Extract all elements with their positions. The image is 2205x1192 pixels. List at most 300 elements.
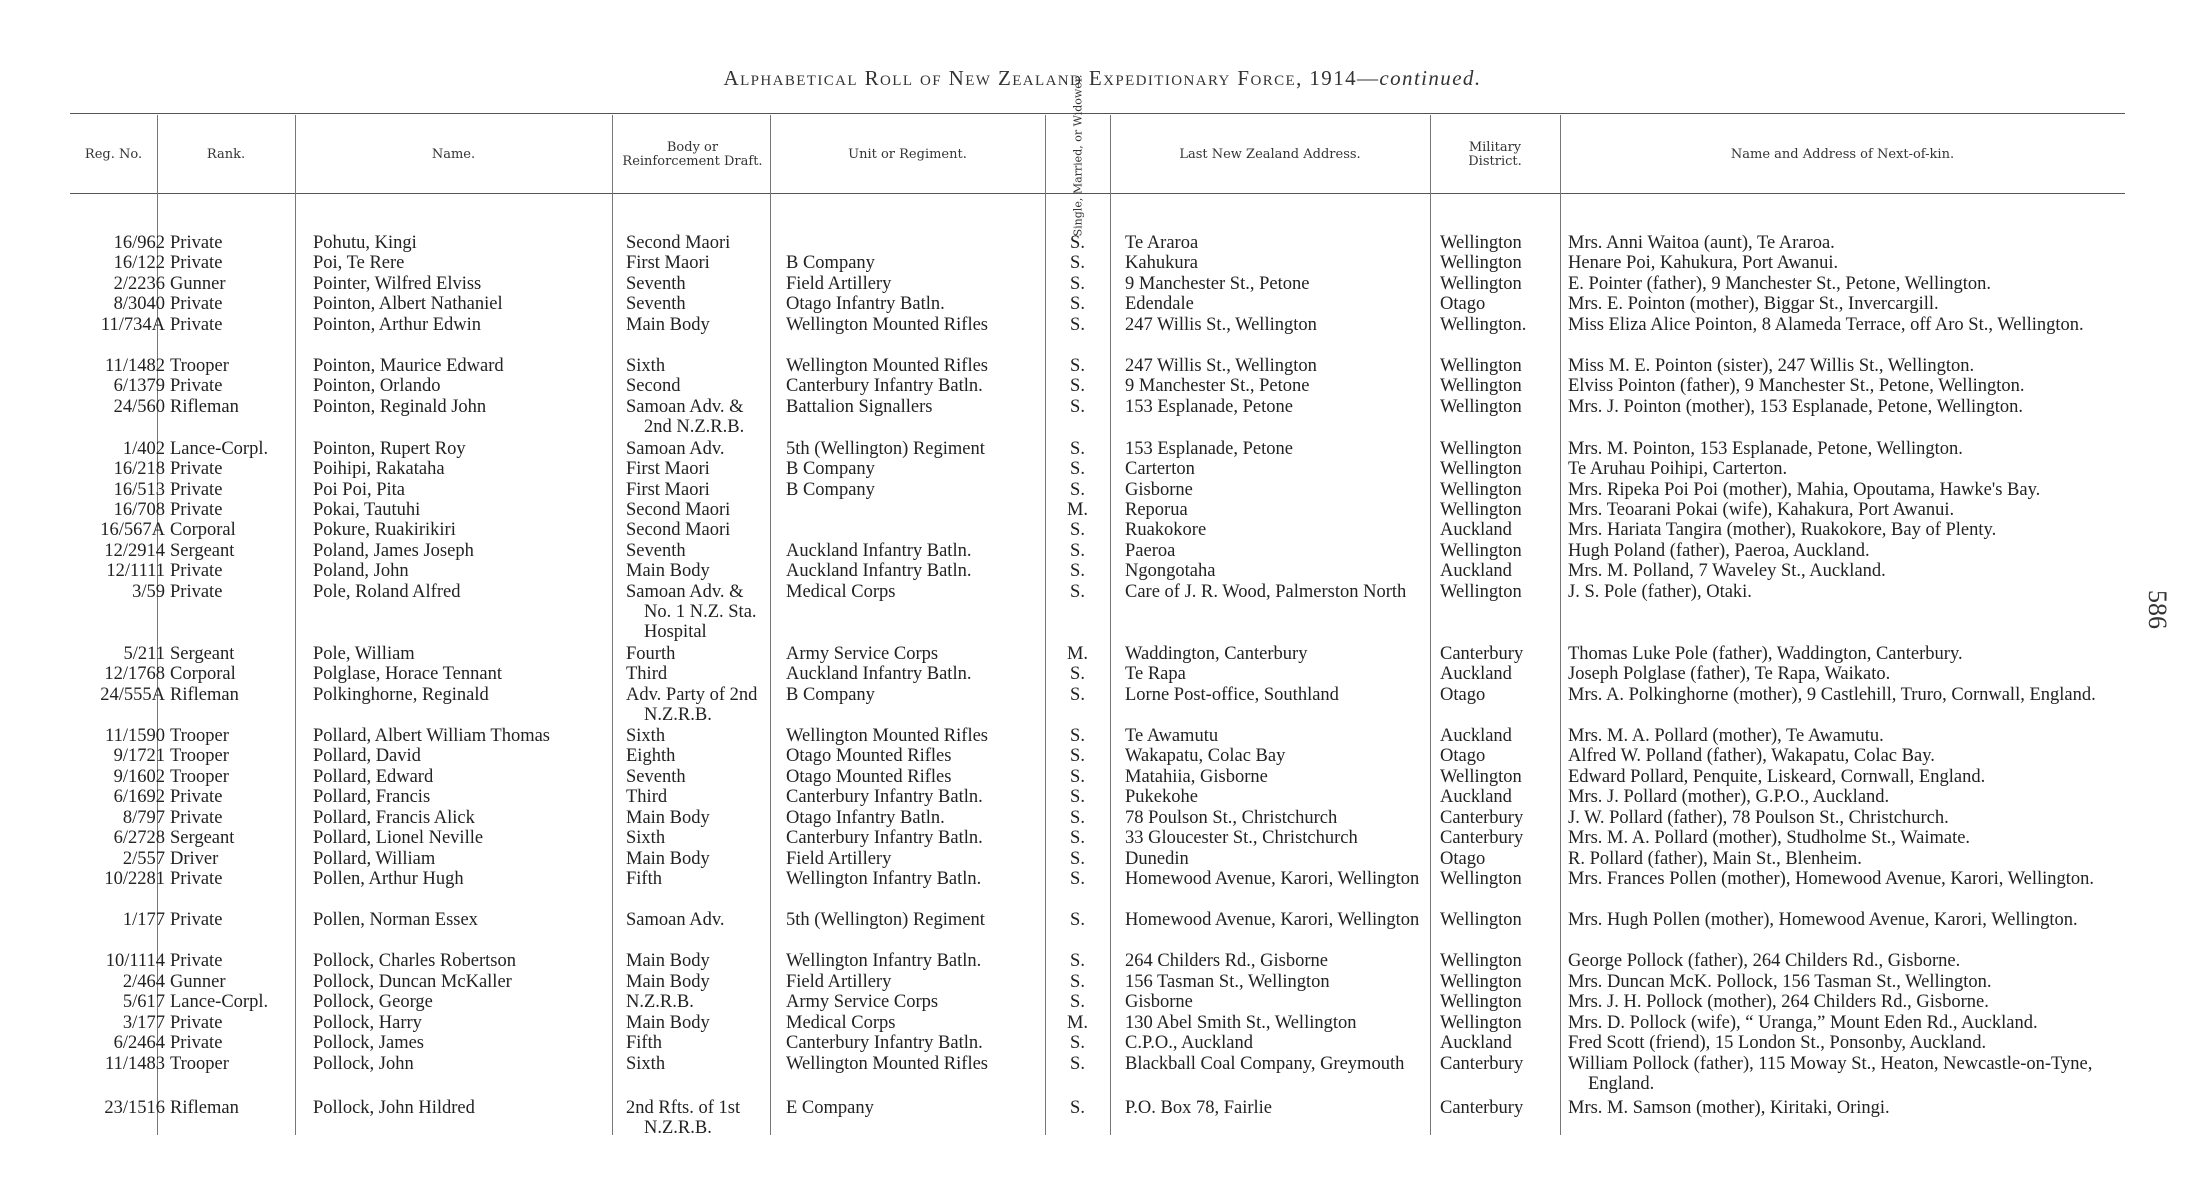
unit-cell: 5th (Wellington) Regiment bbox=[786, 439, 985, 459]
district-cell: Wellington bbox=[1440, 541, 1522, 561]
rank-cell: Lance-Corpl. bbox=[170, 992, 269, 1012]
reg-no-cell: 10/1114 bbox=[105, 951, 165, 971]
status-cell: S. bbox=[1070, 828, 1085, 848]
body-draft-cell: Samoan Adv. bbox=[626, 910, 725, 930]
address-cell: 264 Childers Rd., Gisborne bbox=[1125, 951, 1328, 971]
unit-cell: Army Service Corps bbox=[786, 992, 939, 1012]
body-draft-cell: First Maori bbox=[626, 459, 710, 479]
name-cell: Pollen, Arthur Hugh bbox=[313, 869, 464, 889]
table-row bbox=[0, 664, 2205, 684]
reg-no-cell: 6/2464 bbox=[113, 1033, 165, 1053]
next-of-kin-cell: Miss M. E. Pointon (sister), 247 Willis St., Wellington. bbox=[1568, 356, 1975, 376]
status-cell: S. bbox=[1070, 664, 1085, 684]
unit-cell: Wellington Mounted Rifles bbox=[786, 356, 988, 376]
name-cell: Poi, Te Rere bbox=[313, 253, 405, 273]
rank-cell: Private bbox=[170, 1033, 223, 1053]
body-draft-cell: Second bbox=[626, 376, 681, 396]
next-of-kin-cell: Mrs. J. H. Pollock (mother), 264 Childers Rd., Gisborne. bbox=[1568, 992, 1989, 1012]
table-row bbox=[0, 685, 2205, 725]
table-row bbox=[0, 869, 2205, 889]
rank-cell: Trooper bbox=[170, 1054, 229, 1074]
unit-cell: Wellington Infantry Batln. bbox=[786, 869, 982, 889]
district-cell: Wellington bbox=[1440, 951, 1522, 971]
address-cell: Waddington, Canterbury bbox=[1125, 644, 1308, 664]
unit-cell: Field Artillery bbox=[786, 972, 892, 992]
status-cell: S. bbox=[1070, 582, 1085, 602]
rank-cell: Trooper bbox=[170, 356, 229, 376]
table-row bbox=[0, 356, 2205, 376]
address-cell: Paeroa bbox=[1125, 541, 1176, 561]
name-cell: Pole, Roland Alfred bbox=[313, 582, 461, 602]
address-cell: Care of J. R. Wood, Palmerston North bbox=[1125, 582, 1407, 602]
next-of-kin-cell: Mrs. D. Pollock (wife), “ Uranga,” Mount Eden Rd., Auckland. bbox=[1568, 1013, 2038, 1033]
reg-no-cell: 12/2914 bbox=[104, 541, 165, 561]
name-cell: Pollock, John bbox=[313, 1054, 414, 1074]
body-draft-cell: Sixth bbox=[626, 828, 666, 848]
status-cell: S. bbox=[1070, 274, 1085, 294]
reg-no-cell: 9/1602 bbox=[113, 767, 165, 787]
address-cell: 153 Esplanade, Petone bbox=[1125, 397, 1293, 417]
page-title bbox=[0, 66, 2205, 91]
status-cell: S. bbox=[1070, 315, 1085, 335]
unit-cell: Otago Mounted Rifles bbox=[786, 746, 952, 766]
header-next-of-kin: Name and Address of Next-of-kin. bbox=[1730, 147, 1955, 162]
body-draft-cell: Sixth bbox=[626, 726, 666, 746]
next-of-kin-cell: Mrs. M. A. Pollard (mother), Studholme St., Waimate. bbox=[1568, 828, 1971, 848]
reg-no-cell: 3/177 bbox=[122, 1013, 165, 1033]
next-of-kin-cell: Edward Pollard, Penquite, Liskeard, Cornwall, England. bbox=[1568, 767, 1986, 787]
table-row bbox=[0, 439, 2205, 459]
reg-no-cell: 16/122 bbox=[113, 253, 165, 273]
header-reg-no: Reg. No. bbox=[84, 147, 143, 162]
status-cell: S. bbox=[1070, 849, 1085, 869]
district-cell: Wellington bbox=[1440, 582, 1522, 602]
header-top-rule bbox=[70, 113, 2125, 114]
reg-no-cell: 23/1516 bbox=[104, 1098, 165, 1118]
rank-cell: Lance-Corpl. bbox=[170, 439, 269, 459]
body-draft-cell: Seventh bbox=[626, 767, 686, 787]
rank-cell: Sergeant bbox=[170, 828, 235, 848]
reg-no-cell: 11/1590 bbox=[105, 726, 165, 746]
body-draft-cell: Main Body bbox=[626, 315, 710, 335]
body-draft-cell: Main Body bbox=[626, 1013, 710, 1033]
status-cell: S. bbox=[1070, 869, 1085, 889]
rank-cell: Trooper bbox=[170, 726, 229, 746]
status-cell: S. bbox=[1070, 397, 1085, 417]
table-row bbox=[0, 480, 2205, 500]
reg-no-cell: 16/218 bbox=[113, 459, 165, 479]
rank-cell: Private bbox=[170, 582, 223, 602]
next-of-kin-cell: George Pollock (father), 264 Childers Rd., Gisborne. bbox=[1568, 951, 1961, 971]
header-status-cell bbox=[1045, 74, 1110, 236]
body-draft-cell: 2nd Rfts. of 1st N.Z.R.B. bbox=[626, 1098, 741, 1138]
status-cell: S. bbox=[1070, 787, 1085, 807]
table-row bbox=[0, 500, 2205, 520]
address-cell: Dunedin bbox=[1125, 849, 1189, 869]
body-draft-cell: Main Body bbox=[626, 561, 710, 581]
reg-no-cell: 12/1111 bbox=[106, 561, 165, 581]
name-cell: Poland, John bbox=[313, 561, 409, 581]
name-cell: Pollock, Harry bbox=[313, 1013, 422, 1033]
next-of-kin-cell: J. W. Pollard (father), 78 Poulson St., Christchurch. bbox=[1568, 808, 1949, 828]
status-cell: S. bbox=[1070, 253, 1085, 273]
table-row bbox=[0, 1098, 2205, 1138]
unit-cell: 5th (Wellington) Regiment bbox=[786, 910, 985, 930]
table-row bbox=[0, 1054, 2205, 1094]
next-of-kin-cell: Mrs. M. Pointon, 153 Esplanade, Petone, Wellington. bbox=[1568, 439, 1963, 459]
address-cell: Matahiia, Gisborne bbox=[1125, 767, 1268, 787]
unit-cell: Wellington Mounted Rifles bbox=[786, 315, 988, 335]
unit-cell: Canterbury Infantry Batln. bbox=[786, 1033, 983, 1053]
unit-cell: Auckland Infantry Batln. bbox=[786, 664, 972, 684]
rank-cell: Sergeant bbox=[170, 644, 235, 664]
body-draft-cell: Sixth bbox=[626, 356, 666, 376]
name-cell: Pointon, Albert Nathaniel bbox=[313, 294, 503, 314]
table-row bbox=[0, 746, 2205, 766]
next-of-kin-cell: Mrs. Duncan McK. Pollock, 156 Tasman St., Wellington. bbox=[1568, 972, 1992, 992]
name-cell: Pointon, Reginald John bbox=[313, 397, 487, 417]
district-cell: Canterbury bbox=[1440, 808, 1524, 828]
unit-cell: Auckland Infantry Batln. bbox=[786, 541, 972, 561]
district-cell: Auckland bbox=[1440, 1033, 1512, 1053]
reg-no-cell: 3/59 bbox=[132, 582, 165, 602]
body-draft-cell: Adv. Party of 2nd N.Z.R.B. bbox=[626, 685, 758, 725]
reg-no-cell: 16/567A bbox=[100, 520, 165, 540]
reg-no-cell: 6/1692 bbox=[113, 787, 165, 807]
table-row bbox=[0, 951, 2205, 971]
next-of-kin-cell: Mrs. Teoarani Pokai (wife), Kahakura, Port Awanui. bbox=[1568, 500, 1955, 520]
address-cell: C.P.O., Auckland bbox=[1125, 1033, 1253, 1053]
unit-cell: Otago Infantry Batln. bbox=[786, 294, 945, 314]
body-draft-cell: N.Z.R.B. bbox=[626, 992, 694, 1012]
table-row bbox=[0, 992, 2205, 1012]
unit-cell: Otago Mounted Rifles bbox=[786, 767, 952, 787]
reg-no-cell: 6/2728 bbox=[113, 828, 165, 848]
status-cell: S. bbox=[1070, 376, 1085, 396]
next-of-kin-cell: Mrs. Hariata Tangira (mother), Ruakokore, Bay of Plenty. bbox=[1568, 520, 1997, 540]
address-cell: 9 Manchester St., Petone bbox=[1125, 274, 1310, 294]
unit-cell: Canterbury Infantry Batln. bbox=[786, 376, 983, 396]
unit-cell: Auckland Infantry Batln. bbox=[786, 561, 972, 581]
district-cell: Canterbury bbox=[1440, 1098, 1524, 1118]
district-cell: Wellington bbox=[1440, 500, 1522, 520]
reg-no-cell: 2/464 bbox=[122, 972, 165, 992]
table-row bbox=[0, 767, 2205, 787]
address-cell: Homewood Avenue, Karori, Wellington bbox=[1125, 910, 1420, 930]
body-draft-cell: Seventh bbox=[626, 541, 686, 561]
status-cell: S. bbox=[1070, 459, 1085, 479]
unit-cell: Army Service Corps bbox=[786, 644, 939, 664]
next-of-kin-cell: Mrs. M. Samson (mother), Kiritaki, Oringi. bbox=[1568, 1098, 1890, 1118]
rank-cell: Sergeant bbox=[170, 541, 235, 561]
reg-no-cell: 11/1482 bbox=[105, 356, 165, 376]
name-cell: Pointon, Rupert Roy bbox=[313, 439, 466, 459]
status-cell: S. bbox=[1070, 972, 1085, 992]
address-cell: Ruakokore bbox=[1125, 520, 1207, 540]
table-row bbox=[0, 274, 2205, 294]
name-cell: Pollen, Norman Essex bbox=[313, 910, 478, 930]
address-cell: 9 Manchester St., Petone bbox=[1125, 376, 1310, 396]
district-cell: Wellington bbox=[1440, 869, 1522, 889]
address-cell: Ngongotaha bbox=[1125, 561, 1216, 581]
body-draft-cell: First Maori bbox=[626, 253, 710, 273]
table-row bbox=[0, 459, 2205, 479]
rank-cell: Private bbox=[170, 1013, 223, 1033]
rank-cell: Driver bbox=[170, 849, 219, 869]
next-of-kin-cell: Mrs. J. Pollard (mother), G.P.O., Auckland. bbox=[1568, 787, 1890, 807]
name-cell: Pollard, Francis Alick bbox=[313, 808, 475, 828]
unit-cell: B Company bbox=[786, 685, 875, 705]
reg-no-cell: 16/962 bbox=[113, 233, 165, 253]
district-cell: Wellington bbox=[1440, 253, 1522, 273]
district-cell: Otago bbox=[1440, 746, 1486, 766]
address-cell: Te Rapa bbox=[1125, 664, 1186, 684]
table-row bbox=[0, 397, 2205, 437]
body-draft-cell: Main Body bbox=[626, 972, 710, 992]
reg-no-cell: 6/1379 bbox=[113, 376, 165, 396]
district-cell: Wellington. bbox=[1440, 315, 1527, 335]
district-cell: Wellington bbox=[1440, 376, 1522, 396]
name-cell: Poi Poi, Pita bbox=[313, 480, 406, 500]
district-cell: Canterbury bbox=[1440, 644, 1524, 664]
status-cell: S. bbox=[1070, 233, 1085, 253]
unit-cell: Canterbury Infantry Batln. bbox=[786, 787, 983, 807]
rank-cell: Private bbox=[170, 787, 223, 807]
table-row bbox=[0, 972, 2205, 992]
next-of-kin-cell: Henare Poi, Kahukura, Port Awanui. bbox=[1568, 253, 1839, 273]
status-cell: S. bbox=[1070, 541, 1085, 561]
reg-no-cell: 9/1721 bbox=[113, 746, 165, 766]
address-cell: 78 Poulson St., Christchurch bbox=[1125, 808, 1338, 828]
unit-cell: Battalion Signallers bbox=[786, 397, 933, 417]
district-cell: Wellington bbox=[1440, 992, 1522, 1012]
body-draft-cell: Seventh bbox=[626, 294, 686, 314]
name-cell: Pointon, Orlando bbox=[313, 376, 441, 396]
body-draft-cell: Eighth bbox=[626, 746, 676, 766]
unit-cell: Field Artillery bbox=[786, 274, 892, 294]
district-cell: Wellington bbox=[1440, 480, 1522, 500]
next-of-kin-cell: Mrs. E. Pointon (mother), Biggar St., Invercargill. bbox=[1568, 294, 1939, 314]
name-cell: Pohutu, Kingi bbox=[313, 233, 417, 253]
header-address: Last New Zealand Address. bbox=[1179, 147, 1361, 162]
table-row bbox=[0, 1013, 2205, 1033]
next-of-kin-cell: Mrs. Ripeka Poi Poi (mother), Mahia, Opoutama, Hawke's Bay. bbox=[1568, 480, 2041, 500]
rank-cell: Private bbox=[170, 951, 223, 971]
table-row bbox=[0, 910, 2205, 930]
unit-cell: Wellington Mounted Rifles bbox=[786, 726, 988, 746]
rank-cell: Gunner bbox=[170, 274, 226, 294]
rank-cell: Private bbox=[170, 459, 223, 479]
body-draft-cell: Second Maori bbox=[626, 500, 731, 520]
address-cell: P.O. Box 78, Fairlie bbox=[1125, 1098, 1272, 1118]
next-of-kin-cell: Hugh Poland (father), Paeroa, Auckland. bbox=[1568, 541, 1870, 561]
status-cell: S. bbox=[1070, 685, 1085, 705]
reg-no-cell: 8/797 bbox=[122, 808, 165, 828]
district-cell: Wellington bbox=[1440, 233, 1522, 253]
unit-cell: Medical Corps bbox=[786, 582, 896, 602]
reg-no-cell: 1/402 bbox=[122, 439, 165, 459]
next-of-kin-cell: Alfred W. Polland (father), Wakapatu, Colac Bay. bbox=[1568, 746, 1935, 766]
next-of-kin-cell: Fred Scott (friend), 15 London St., Ponsonby, Auckland. bbox=[1568, 1033, 1987, 1053]
district-cell: Auckland bbox=[1440, 726, 1512, 746]
address-cell: 247 Willis St., Wellington bbox=[1125, 315, 1317, 335]
address-cell: Lorne Post-office, Southland bbox=[1125, 685, 1339, 705]
body-draft-cell: Samoan Adv. bbox=[626, 439, 725, 459]
rank-cell: Corporal bbox=[170, 664, 236, 684]
district-cell: Otago bbox=[1440, 685, 1486, 705]
rank-cell: Rifleman bbox=[170, 685, 239, 705]
next-of-kin-cell: Elviss Pointon (father), 9 Manchester St., Petone, Wellington. bbox=[1568, 376, 2025, 396]
name-cell: Pollock, James bbox=[313, 1033, 424, 1053]
address-cell: Te Araroa bbox=[1125, 233, 1199, 253]
name-cell: Poihipi, Rakataha bbox=[313, 459, 445, 479]
address-cell: Homewood Avenue, Karori, Wellington bbox=[1125, 869, 1420, 889]
rank-cell: Rifleman bbox=[170, 1098, 239, 1118]
address-cell: Edendale bbox=[1125, 294, 1194, 314]
body-draft-cell: Second Maori bbox=[626, 233, 731, 253]
status-cell: S. bbox=[1070, 746, 1085, 766]
rank-cell: Gunner bbox=[170, 972, 226, 992]
reg-no-cell: 16/513 bbox=[113, 480, 165, 500]
name-cell: Pollard, Edward bbox=[313, 767, 434, 787]
next-of-kin-cell: Mrs. M. A. Pollard (mother), Te Awamutu. bbox=[1568, 726, 1884, 746]
name-cell: Polglase, Horace Tennant bbox=[313, 664, 502, 684]
next-of-kin-cell: Mrs. Hugh Pollen (mother), Homewood Avenue, Karori, Wellington. bbox=[1568, 910, 2078, 930]
table-row bbox=[0, 828, 2205, 848]
name-cell: Pointer, Wilfred Elviss bbox=[313, 274, 482, 294]
district-cell: Wellington bbox=[1440, 767, 1522, 787]
address-cell: Reporua bbox=[1125, 500, 1188, 520]
body-draft-cell: Main Body bbox=[626, 849, 710, 869]
reg-no-cell: 1/177 bbox=[122, 910, 165, 930]
body-draft-cell: Samoan Adv. & 2nd N.Z.R.B. bbox=[626, 397, 745, 437]
status-cell: S. bbox=[1070, 480, 1085, 500]
district-cell: Wellington bbox=[1440, 1013, 1522, 1033]
reg-no-cell: 5/617 bbox=[122, 992, 165, 1012]
reg-no-cell: 8/3040 bbox=[113, 294, 165, 314]
body-draft-cell: First Maori bbox=[626, 480, 710, 500]
unit-cell: Wellington Mounted Rifles bbox=[786, 1054, 988, 1074]
name-cell: Polkinghorne, Reginald bbox=[313, 685, 489, 705]
next-of-kin-cell: R. Pollard (father), Main St., Blenheim. bbox=[1568, 849, 1862, 869]
unit-cell: B Company bbox=[786, 459, 875, 479]
name-cell: Pollard, Albert William Thomas bbox=[313, 726, 550, 746]
table-row bbox=[0, 541, 2205, 561]
header-name: Name. bbox=[431, 147, 476, 162]
unit-cell: Otago Infantry Batln. bbox=[786, 808, 945, 828]
district-cell: Auckland bbox=[1440, 561, 1512, 581]
status-cell: M. bbox=[1066, 644, 1089, 664]
address-cell: 33 Gloucester St., Christchurch bbox=[1125, 828, 1358, 848]
next-of-kin-cell: Te Aruhau Poihipi, Carterton. bbox=[1568, 459, 1788, 479]
header-status: Single, Married, or Widower. bbox=[1071, 74, 1084, 236]
name-cell: Pollock, George bbox=[313, 992, 433, 1012]
status-cell: S. bbox=[1070, 356, 1085, 376]
table-row bbox=[0, 787, 2205, 807]
address-cell: Te Awamutu bbox=[1125, 726, 1219, 746]
status-cell: M. bbox=[1066, 500, 1089, 520]
status-cell: S. bbox=[1070, 992, 1085, 1012]
reg-no-cell: 16/708 bbox=[113, 500, 165, 520]
reg-no-cell: 24/560 bbox=[113, 397, 165, 417]
status-cell: S. bbox=[1070, 1054, 1085, 1074]
unit-cell: Medical Corps bbox=[786, 1013, 896, 1033]
table-row bbox=[0, 253, 2205, 273]
status-cell: S. bbox=[1070, 294, 1085, 314]
page-number: 586 bbox=[2143, 590, 2172, 629]
name-cell: Pointon, Arthur Edwin bbox=[313, 315, 482, 335]
next-of-kin-cell: Mrs. M. Polland, 7 Waveley St., Auckland. bbox=[1568, 561, 1886, 581]
body-draft-cell: Sixth bbox=[626, 1054, 666, 1074]
table-row bbox=[0, 233, 2205, 253]
table-row bbox=[0, 376, 2205, 396]
name-cell: Poland, James Joseph bbox=[313, 541, 474, 561]
rank-cell: Rifleman bbox=[170, 397, 239, 417]
header-rank: Rank. bbox=[206, 147, 246, 162]
name-cell: Pollock, John Hildred bbox=[313, 1098, 475, 1118]
next-of-kin-cell: E. Pointer (father), 9 Manchester St., Petone, Wellington. bbox=[1568, 274, 1992, 294]
rank-cell: Private bbox=[170, 253, 223, 273]
status-cell: S. bbox=[1070, 808, 1085, 828]
reg-no-cell: 5/211 bbox=[123, 644, 165, 664]
table-row bbox=[0, 644, 2205, 664]
district-cell: Wellington bbox=[1440, 356, 1522, 376]
body-draft-cell: Main Body bbox=[626, 951, 710, 971]
district-cell: Wellington bbox=[1440, 397, 1522, 417]
address-cell: Wakapatu, Colac Bay bbox=[1125, 746, 1286, 766]
rank-cell: Trooper bbox=[170, 746, 229, 766]
reg-no-cell: 10/2281 bbox=[104, 869, 165, 889]
unit-cell: Wellington Infantry Batln. bbox=[786, 951, 982, 971]
status-cell: S. bbox=[1070, 520, 1085, 540]
rank-cell: Private bbox=[170, 808, 223, 828]
name-cell: Pole, William bbox=[313, 644, 415, 664]
reg-no-cell: 11/734A bbox=[100, 315, 165, 335]
district-cell: Wellington bbox=[1440, 459, 1522, 479]
district-cell: Otago bbox=[1440, 849, 1486, 869]
unit-cell: B Company bbox=[786, 253, 875, 273]
body-draft-cell: Third bbox=[626, 664, 668, 684]
name-cell: Pollard, David bbox=[313, 746, 421, 766]
name-cell: Pokai, Tautuhi bbox=[313, 500, 421, 520]
status-cell: S. bbox=[1070, 439, 1085, 459]
reg-no-cell: 11/1483 bbox=[105, 1054, 165, 1074]
name-cell: Pollard, William bbox=[313, 849, 436, 869]
name-cell: Pollard, Lionel Neville bbox=[313, 828, 484, 848]
status-cell: S. bbox=[1070, 726, 1085, 746]
district-cell: Auckland bbox=[1440, 520, 1512, 540]
status-cell: S. bbox=[1070, 767, 1085, 787]
table-row bbox=[0, 520, 2205, 540]
address-cell: Pukekohe bbox=[1125, 787, 1198, 807]
district-cell: Auckland bbox=[1440, 664, 1512, 684]
name-cell: Pollock, Charles Robertson bbox=[313, 951, 516, 971]
body-draft-cell: Samoan Adv. & No. 1 N.Z. Sta. Hospital bbox=[626, 582, 757, 642]
rank-cell: Private bbox=[170, 315, 223, 335]
rank-cell: Private bbox=[170, 233, 223, 253]
reg-no-cell: 2/2236 bbox=[113, 274, 165, 294]
rank-cell: Private bbox=[170, 500, 223, 520]
unit-cell: B Company bbox=[786, 480, 875, 500]
district-cell: Canterbury bbox=[1440, 1054, 1524, 1074]
table-row bbox=[0, 808, 2205, 828]
next-of-kin-cell: Mrs. A. Polkinghorne (mother), 9 Castlehill, Truro, Cornwall, England. bbox=[1568, 685, 2096, 705]
district-cell: Auckland bbox=[1440, 787, 1512, 807]
reg-no-cell: 12/1768 bbox=[104, 664, 165, 684]
status-cell: M. bbox=[1066, 1013, 1089, 1033]
status-cell: S. bbox=[1070, 1098, 1085, 1118]
district-cell: Wellington bbox=[1440, 972, 1522, 992]
